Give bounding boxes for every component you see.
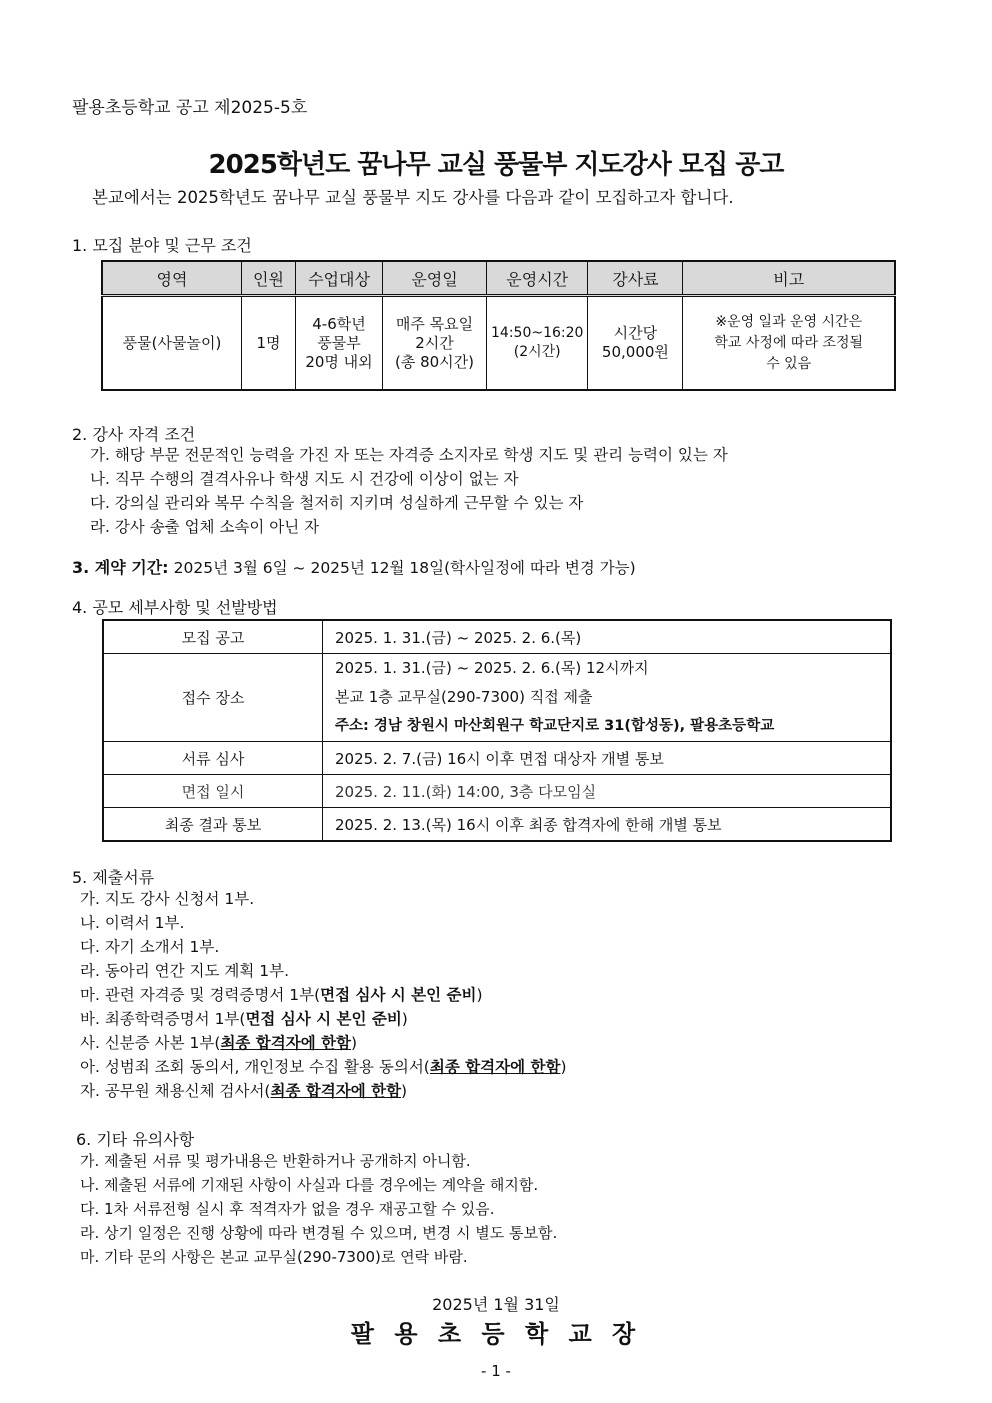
row-value: 본교 1층 교무실(290-7300) 직접 제출	[335, 688, 593, 706]
section-5-heading: 5. 제출서류	[72, 868, 155, 887]
notice-number: 팔용초등학교 공고 제2025-5호	[72, 98, 308, 118]
table-row	[103, 742, 891, 775]
col-header: 영역	[102, 261, 242, 296]
list-item	[80, 1031, 567, 1055]
item-text: 마. 관련 자격증 및 경력증명서 1부(	[80, 986, 321, 1004]
item-note: 면접 심사 시 본인 준비	[245, 1010, 402, 1028]
cell: 1명	[242, 296, 296, 391]
list-item: 가. 제출된 서류 및 평가내용은 반환하거나 공개하지 아니함.	[80, 1152, 471, 1170]
table-row	[103, 654, 891, 742]
list-item: 가. 지도 강사 신청서 1부.	[80, 890, 255, 908]
col-header: 운영시간	[487, 261, 588, 296]
list-item: 나. 이력서 1부.	[80, 914, 185, 932]
item-end: )	[351, 1034, 358, 1052]
list-item	[80, 1079, 567, 1103]
cell: 풍물(사물놀이)	[102, 296, 242, 391]
section-3	[72, 555, 636, 578]
intro-text: 본교에서는 2025학년도 꿈나무 교실 풍물부 지도 강사를 다음과 같이 모집하고자 합니다.	[92, 188, 734, 207]
schedule-table	[102, 619, 892, 842]
section-3-heading: 3. 계약 기간:	[72, 558, 169, 577]
item-note: 최종 합격자에 한함	[429, 1058, 561, 1076]
list-item	[80, 1055, 567, 1079]
cell: 4-6학년 풍물부 20명 내외	[296, 296, 383, 391]
col-header: 수업대상	[296, 261, 383, 296]
item-end: )	[401, 1082, 408, 1100]
row-label: 모집 공고	[103, 620, 323, 654]
list-item: 나. 직무 수행의 결격사유나 학생 지도 시 건강에 이상이 없는 자	[90, 470, 519, 488]
item-end: )	[401, 1010, 408, 1028]
section-4-heading: 4. 공모 세부사항 및 선발방법	[72, 598, 278, 617]
list-item: 다. 자기 소개서 1부.	[80, 938, 220, 956]
item-text: 바. 최종학력증명서 1부(	[80, 1010, 246, 1028]
item-end: )	[560, 1058, 567, 1076]
list-item	[80, 1007, 567, 1031]
documents-list	[80, 887, 567, 1103]
qualification-list	[90, 443, 728, 539]
item-text: 사. 신분증 사본 1부(	[80, 1034, 221, 1052]
list-item: 다. 강의실 관리와 복무 수칙을 철저히 지키며 성실하게 근무할 수 있는 자	[90, 494, 584, 512]
row-label: 서류 심사	[103, 742, 323, 775]
table-row	[103, 808, 891, 842]
list-item: 다. 1차 서류전형 실시 후 적격자가 없을 경우 재공고할 수 있음.	[80, 1200, 495, 1218]
table-row	[103, 620, 891, 654]
notes-list	[80, 1149, 557, 1269]
signer: 팔 용 초 등 학 교 장	[350, 1320, 642, 1348]
col-header: 강사료	[588, 261, 683, 296]
row-label: 접수 장소	[103, 654, 323, 742]
row-label: 최종 결과 통보	[103, 808, 323, 842]
cell: 시간당 50,000원	[588, 296, 683, 391]
row-value: 2025. 2. 11.(화) 14:00, 3층 다모임실	[323, 775, 892, 808]
row-value: 2025. 2. 13.(목) 16시 이후 최종 합격자에 한해 개별 통보	[323, 808, 892, 842]
col-header: 비고	[683, 261, 895, 296]
row-value: 2025. 1. 31.(금) ~ 2025. 2. 6.(목) 12시까지	[335, 659, 649, 677]
list-item: 마. 기타 문의 사항은 본교 교무실(290-7300)로 연락 바람.	[80, 1248, 468, 1266]
announcement-date: 2025년 1월 31일	[432, 1295, 560, 1314]
page-number: - 1 -	[481, 1362, 511, 1380]
row-label: 면접 일시	[103, 775, 323, 808]
list-item: 가. 해당 부문 전문적인 능력을 가진 자 또는 자격증 소지자로 학생 지도 및 관리 능력이 있는 자	[90, 446, 728, 464]
cell: ※운영 일과 운영 시간은 학교 사정에 따라 조정될 수 있음	[683, 296, 895, 391]
item-text: 자. 공무원 채용신체 검사서(	[80, 1082, 271, 1100]
item-note: 최종 합격자에 한함	[220, 1034, 352, 1052]
item-end: )	[476, 986, 483, 1004]
contract-period: 2025년 3월 6일 ~ 2025년 12월 18일(학사일정에 따라 변경 가능)	[173, 559, 636, 577]
page-title: 2025학년도 꿈나무 교실 풍물부 지도강사 모집 공고	[208, 150, 784, 180]
col-header: 인원	[242, 261, 296, 296]
item-note: 면접 심사 시 본인 준비	[320, 986, 477, 1004]
list-item: 라. 강사 송출 업체 소속이 아닌 자	[90, 518, 320, 536]
cell: 14:50~16:20 (2시간)	[487, 296, 588, 391]
item-note: 최종 합격자에 한함	[270, 1082, 402, 1100]
row-value: 주소: 경남 창원시 마산회원구 학교단지로 31(합성동), 팔용초등학교	[335, 718, 775, 734]
row-value: 2025. 2. 7.(금) 16시 이후 면접 대상자 개별 통보	[323, 742, 892, 775]
list-item: 라. 상기 일정은 진행 상황에 따라 변경될 수 있으며, 변경 시 별도 통보함.	[80, 1224, 558, 1242]
col-header: 운영일	[383, 261, 487, 296]
list-item	[80, 983, 567, 1007]
row-value: 2025. 1. 31.(금) ~ 2025. 2. 6.(목)	[323, 620, 892, 654]
list-item: 나. 제출된 서류에 기재된 사항이 사실과 다를 경우에는 계약을 해지함.	[80, 1176, 539, 1194]
list-item: 라. 동아리 연간 지도 계획 1부.	[80, 962, 290, 980]
cell: 매주 목요일 2시간 (총 80시간)	[383, 296, 487, 391]
section-6-heading: 6. 기타 유의사항	[76, 1130, 195, 1149]
item-text: 아. 성범죄 조회 동의서, 개인정보 수집 활용 동의서(	[80, 1058, 430, 1076]
section-2-heading: 2. 강사 자격 조건	[72, 425, 196, 444]
table-row	[103, 775, 891, 808]
table-row	[102, 296, 895, 391]
conditions-table	[101, 260, 896, 391]
section-1-heading: 1. 모집 분야 및 근무 조건	[72, 236, 252, 255]
